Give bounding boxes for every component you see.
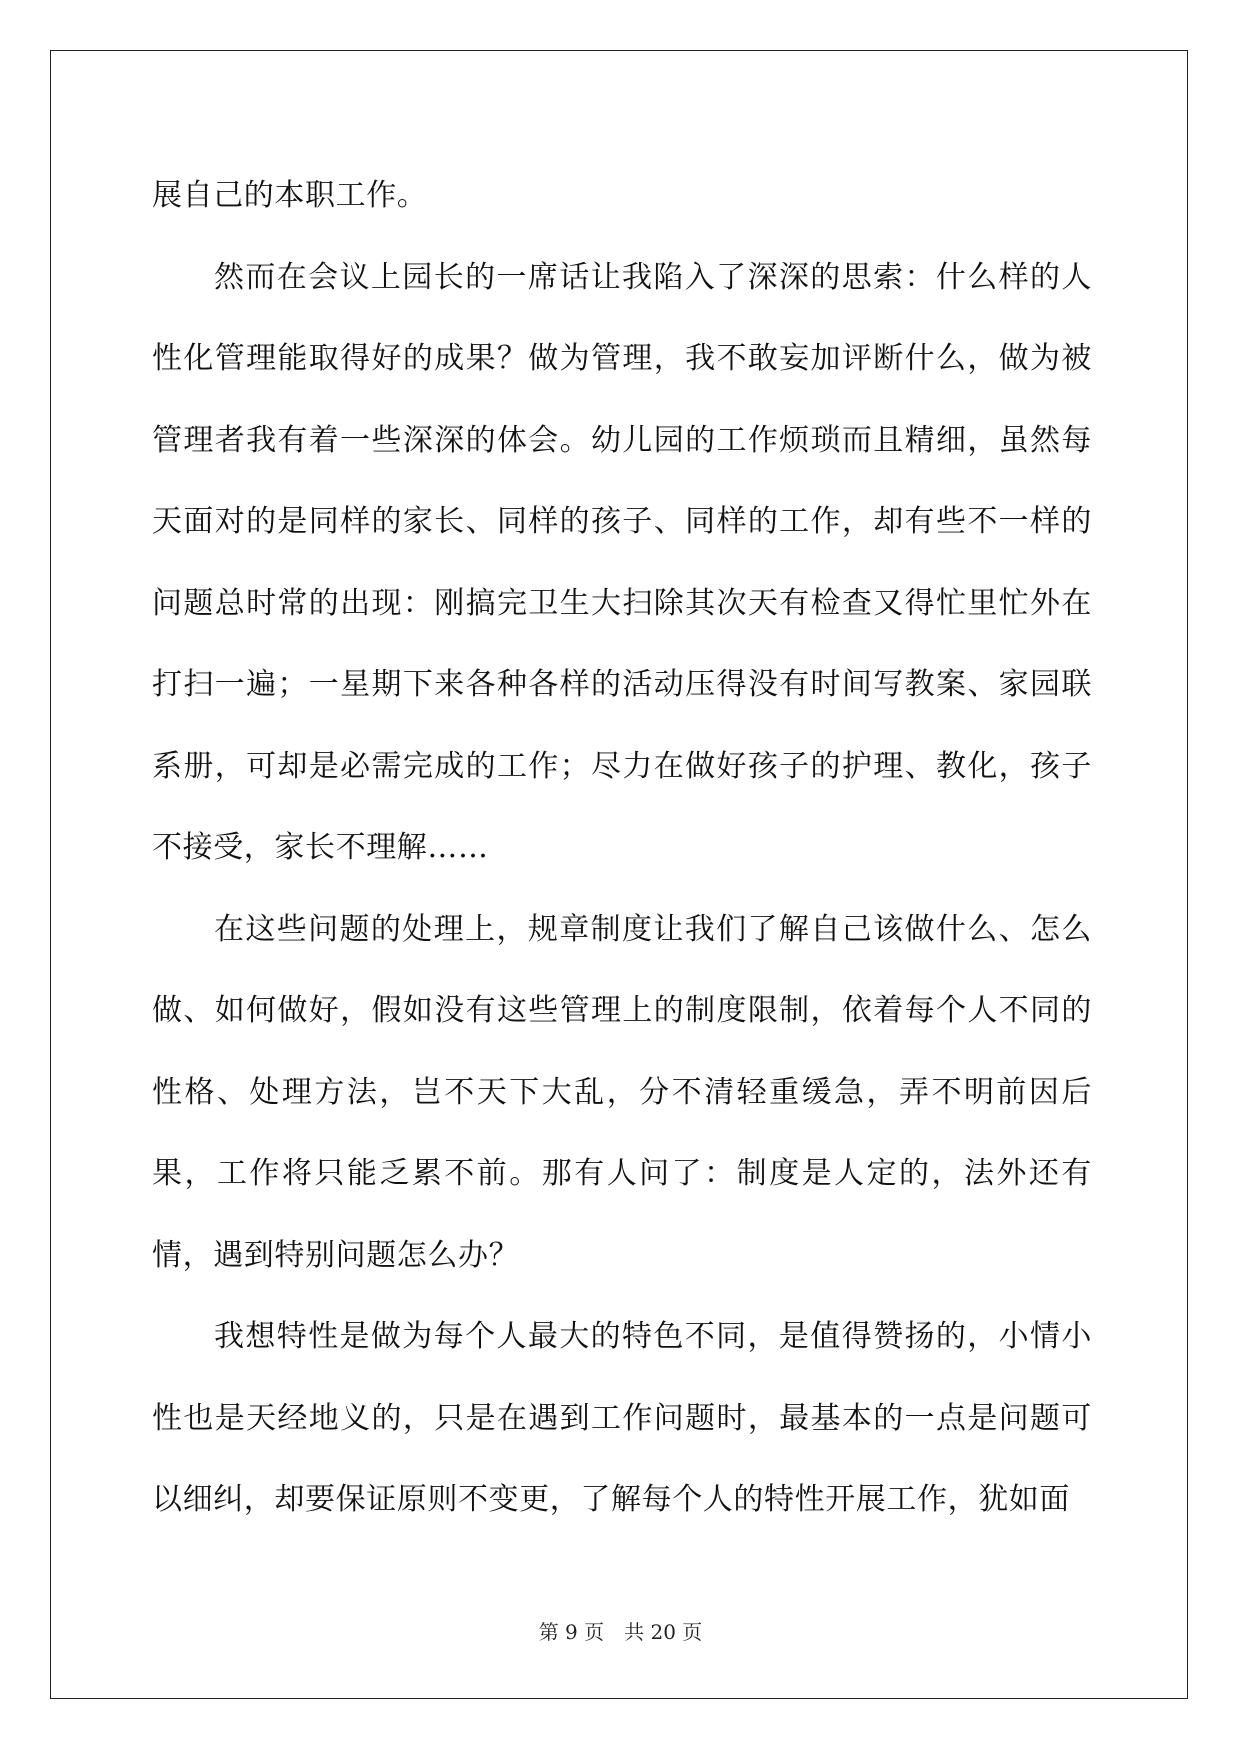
paragraph-4: 我想特性是做为每个人最大的特色不同，是值得赞扬的，小情小性也是天经地义的，只是在遇到工作问题时，最基本的一点是问题可以细纠，却要保证原则不变更，了解每个人的特性开展工作，犹如面 [152, 1319, 1092, 1517]
document-body [152, 155, 1092, 1541]
paragraph-3: 在这些问题的处理上，规章制度让我们了解自己该做什么、怎么做、如何做好，假如没有这些管理上的制度限制，依着每个人不同的性格、处理方法，岂不天下大乱，分不清轻重缓急，弄不明前因后果，工作将只能乏累不前。那有人问了：制度是人定的，法外还有情，遇到特别问题怎么办？ [152, 911, 1092, 1273]
paragraph-2: 然而在会议上园长的一席话让我陷入了深深的思索：什么样的人性化管理能取得好的成果？做为管理，我不敢妄加评断什么，做为被管理者我有着一些深深的体会。幼儿园的工作烦琐而且精细，虽然每天面对的是同样的家长、同样的孩子、同样的工作，却有些不一样的问题总时常的出现：刚搞完卫生大扫除其次天有检查又得忙里忙外在打扫一遍；一星期下来各种各样的活动压得没有时间写教案、家园联系册，可却是必需完成的工作；尽力在做好孩子的护理、教化，孩子不接受，家长不理解…… [152, 259, 1092, 865]
page-number-footer: 第 9 页 共 20 页 [538, 1620, 703, 1644]
paragraph-1: 展自己的本职工作。 [152, 178, 428, 213]
